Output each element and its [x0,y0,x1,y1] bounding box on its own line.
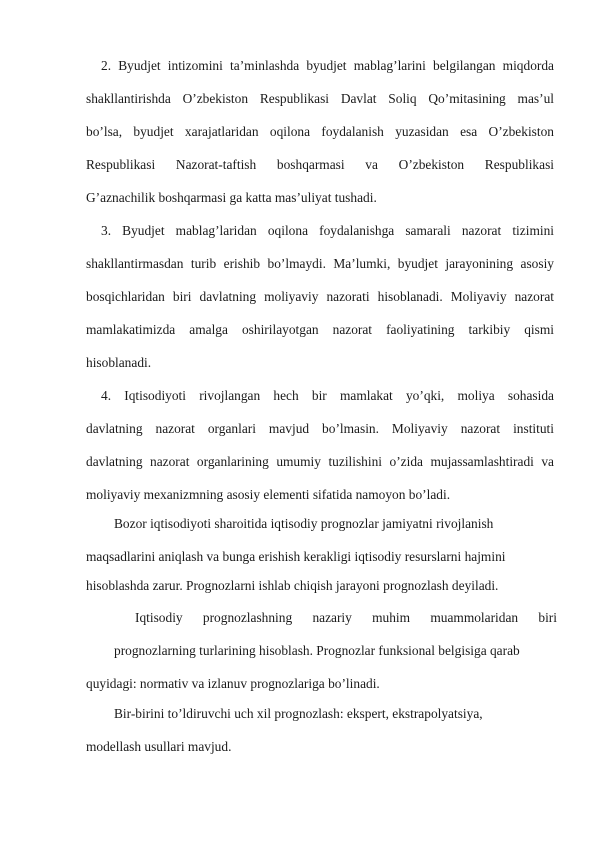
paragraph-7-line-1: Bir-birini to’ldiruvchi uch xil prognozlash: ekspert, ekstrapolyatsiya, [114,706,483,721]
paragraph-3-line-3: bosqichlaridan biri davlatning moliyaviy nazorati hisoblanadi. Moliyaviy nazorat [86,289,554,304]
paragraph-4-line-4: moliyaviy mexanizmning asosiy elementi sifatida namoyon bo’ladi. [86,487,451,502]
paragraph-2-line-4: Respublikasi Nazorat-taftish boshqarmasi va O’zbekiston Respublikasi [86,157,554,172]
paragraph-3-line-5: hisoblanadi. [86,355,152,370]
paragraph-6-line-3: quyidagi: normativ va izlanuv prognozlariga bo’linadi. [86,676,380,691]
paragraph-6-line-1: Iqtisodiy prognozlashning nazariy muhim muammolaridan biri [135,610,557,625]
paragraph-7-line-2: modellash usullari mavjud. [86,739,232,754]
paragraph-5-line-1: Bozor iqtisodiyoti sharoitida iqtisodiy prognozlar jamiyatni rivojlanish [114,516,494,531]
paragraph-2-line-5: G’aznachilik boshqarmasi ga katta mas’uliyat tushadi. [86,190,377,205]
paragraph-3-line-2: shakllantirmasdan turib erishib bo’lmaydi. Ma’lumki, byudjet jarayonining asosiy [86,256,554,271]
paragraph-3-line-4: mamlakatimizda amalga oshirilayotgan nazorat faoliyatining tarkibiy qismi [86,322,554,337]
paragraph-3-line-1: 3. Byudjet mablag’laridan oqilona foydalanishga samarali nazorat tizimini [101,223,554,238]
paragraph-2-line-2: shakllantirishda O’zbekiston Respublikasi Davlat Soliq Qo’mitasining mas’ul [86,91,554,106]
paragraph-2-line-1: 2. Byudjet intizomini ta’minlashda byudjet mablag’larini belgilangan miqdorda [101,58,554,73]
paragraph-5-line-3: hisoblashda zarur. Prognozlarni ishlab chiqish jarayoni prognozlash deyiladi. [86,578,499,593]
paragraph-5-line-2: maqsadlarini aniqlash va bunga erishish kerakligi iqtisodiy resurslarni hajmini [86,549,506,564]
paragraph-4-line-2: davlatning nazorat organlari mavjud bo’lmasin. Moliyaviy nazorat instituti [86,421,554,436]
paragraph-4-line-3: davlatning nazorat organlarining umumiy tuzilishini o’zida mujassamlashtiradi va [86,454,554,469]
paragraph-6-line-2: prognozlarning turlarining hisoblash. Prognozlar funksional belgisiga qarab [114,643,520,658]
paragraph-4-line-1: 4. Iqtisodiyoti rivojlangan hech bir mamlakat yo’qki, moliya sohasida [101,388,554,403]
paragraph-2-line-3: bo’lsa, byudjet xarajatlaridan oqilona foydalanish yuzasidan esa O’zbekiston [86,124,554,139]
